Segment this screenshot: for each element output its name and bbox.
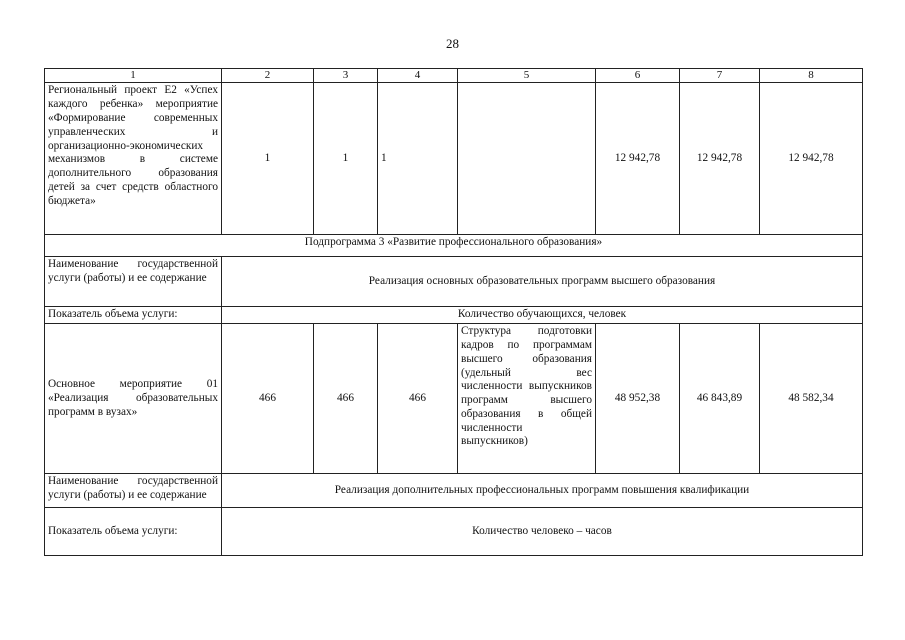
row1-name: Региональный проект Е2 «Успех каждого ребенка» мероприятие «Формирование современных управленческих и организационно-экономических механизмов в системе дополнительного образования детей за счет средств областного бюджета»	[45, 83, 222, 235]
col-num-5: 5	[458, 69, 596, 83]
row1-c4: 1	[378, 83, 458, 235]
col-num-6: 6	[596, 69, 680, 83]
col-num-7: 7	[680, 69, 760, 83]
service1-value: Реализация основных образовательных программ высшего образования	[222, 257, 863, 307]
indicator2-label: Показатель объема услуги:	[45, 508, 222, 556]
service2-value: Реализация дополнительных профессиональных программ повышения квалификации	[222, 474, 863, 508]
row2-name: Основное мероприятие 01 «Реализация образовательных программ в вузах»	[45, 324, 222, 474]
col-num-2: 2	[222, 69, 314, 83]
row2-c7: 46 843,89	[680, 324, 760, 474]
col-num-1: 1	[45, 69, 222, 83]
indicator-row	[45, 307, 863, 324]
row1-c8: 12 942,78	[760, 83, 863, 235]
row2-c4: 466	[378, 324, 458, 474]
row1-c3: 1	[314, 83, 378, 235]
page-number: 28	[446, 36, 459, 51]
indicator-row	[45, 508, 863, 556]
row1-c7: 12 942,78	[680, 83, 760, 235]
indicator1-label: Показатель объема услуги:	[45, 307, 222, 324]
row1-c6: 12 942,78	[596, 83, 680, 235]
col-num-8: 8	[760, 69, 863, 83]
row1-c2: 1	[222, 83, 314, 235]
row2-c8: 48 582,34	[760, 324, 863, 474]
row2-c6: 48 952,38	[596, 324, 680, 474]
table-row	[45, 324, 863, 474]
column-number-row	[45, 69, 863, 83]
indicator2-value: Количество человеко – часов	[222, 508, 863, 556]
service2-label: Наименование государственной услуги (работы) и ее содержание	[45, 474, 222, 508]
row2-c3: 466	[314, 324, 378, 474]
service-row	[45, 474, 863, 508]
indicator1-value: Количество обучающихся, человек	[222, 307, 863, 324]
table-row	[45, 83, 863, 235]
service1-label: Наименование государственной услуги (работы) и ее содержание	[45, 257, 222, 307]
row2-c5: Структура подготовки кадров по программам высшего образования (удельный вес численности выпускников программ высшего образования в общей численности выпускников)	[458, 324, 596, 474]
subprogram-title: Подпрограмма 3 «Развитие профессионального образования»	[45, 235, 863, 257]
row1-c5	[458, 83, 596, 235]
subprogram-row	[45, 235, 863, 257]
row2-c2: 466	[222, 324, 314, 474]
col-num-3: 3	[314, 69, 378, 83]
service-row	[45, 257, 863, 307]
budget-table	[44, 68, 863, 556]
col-num-4: 4	[378, 69, 458, 83]
